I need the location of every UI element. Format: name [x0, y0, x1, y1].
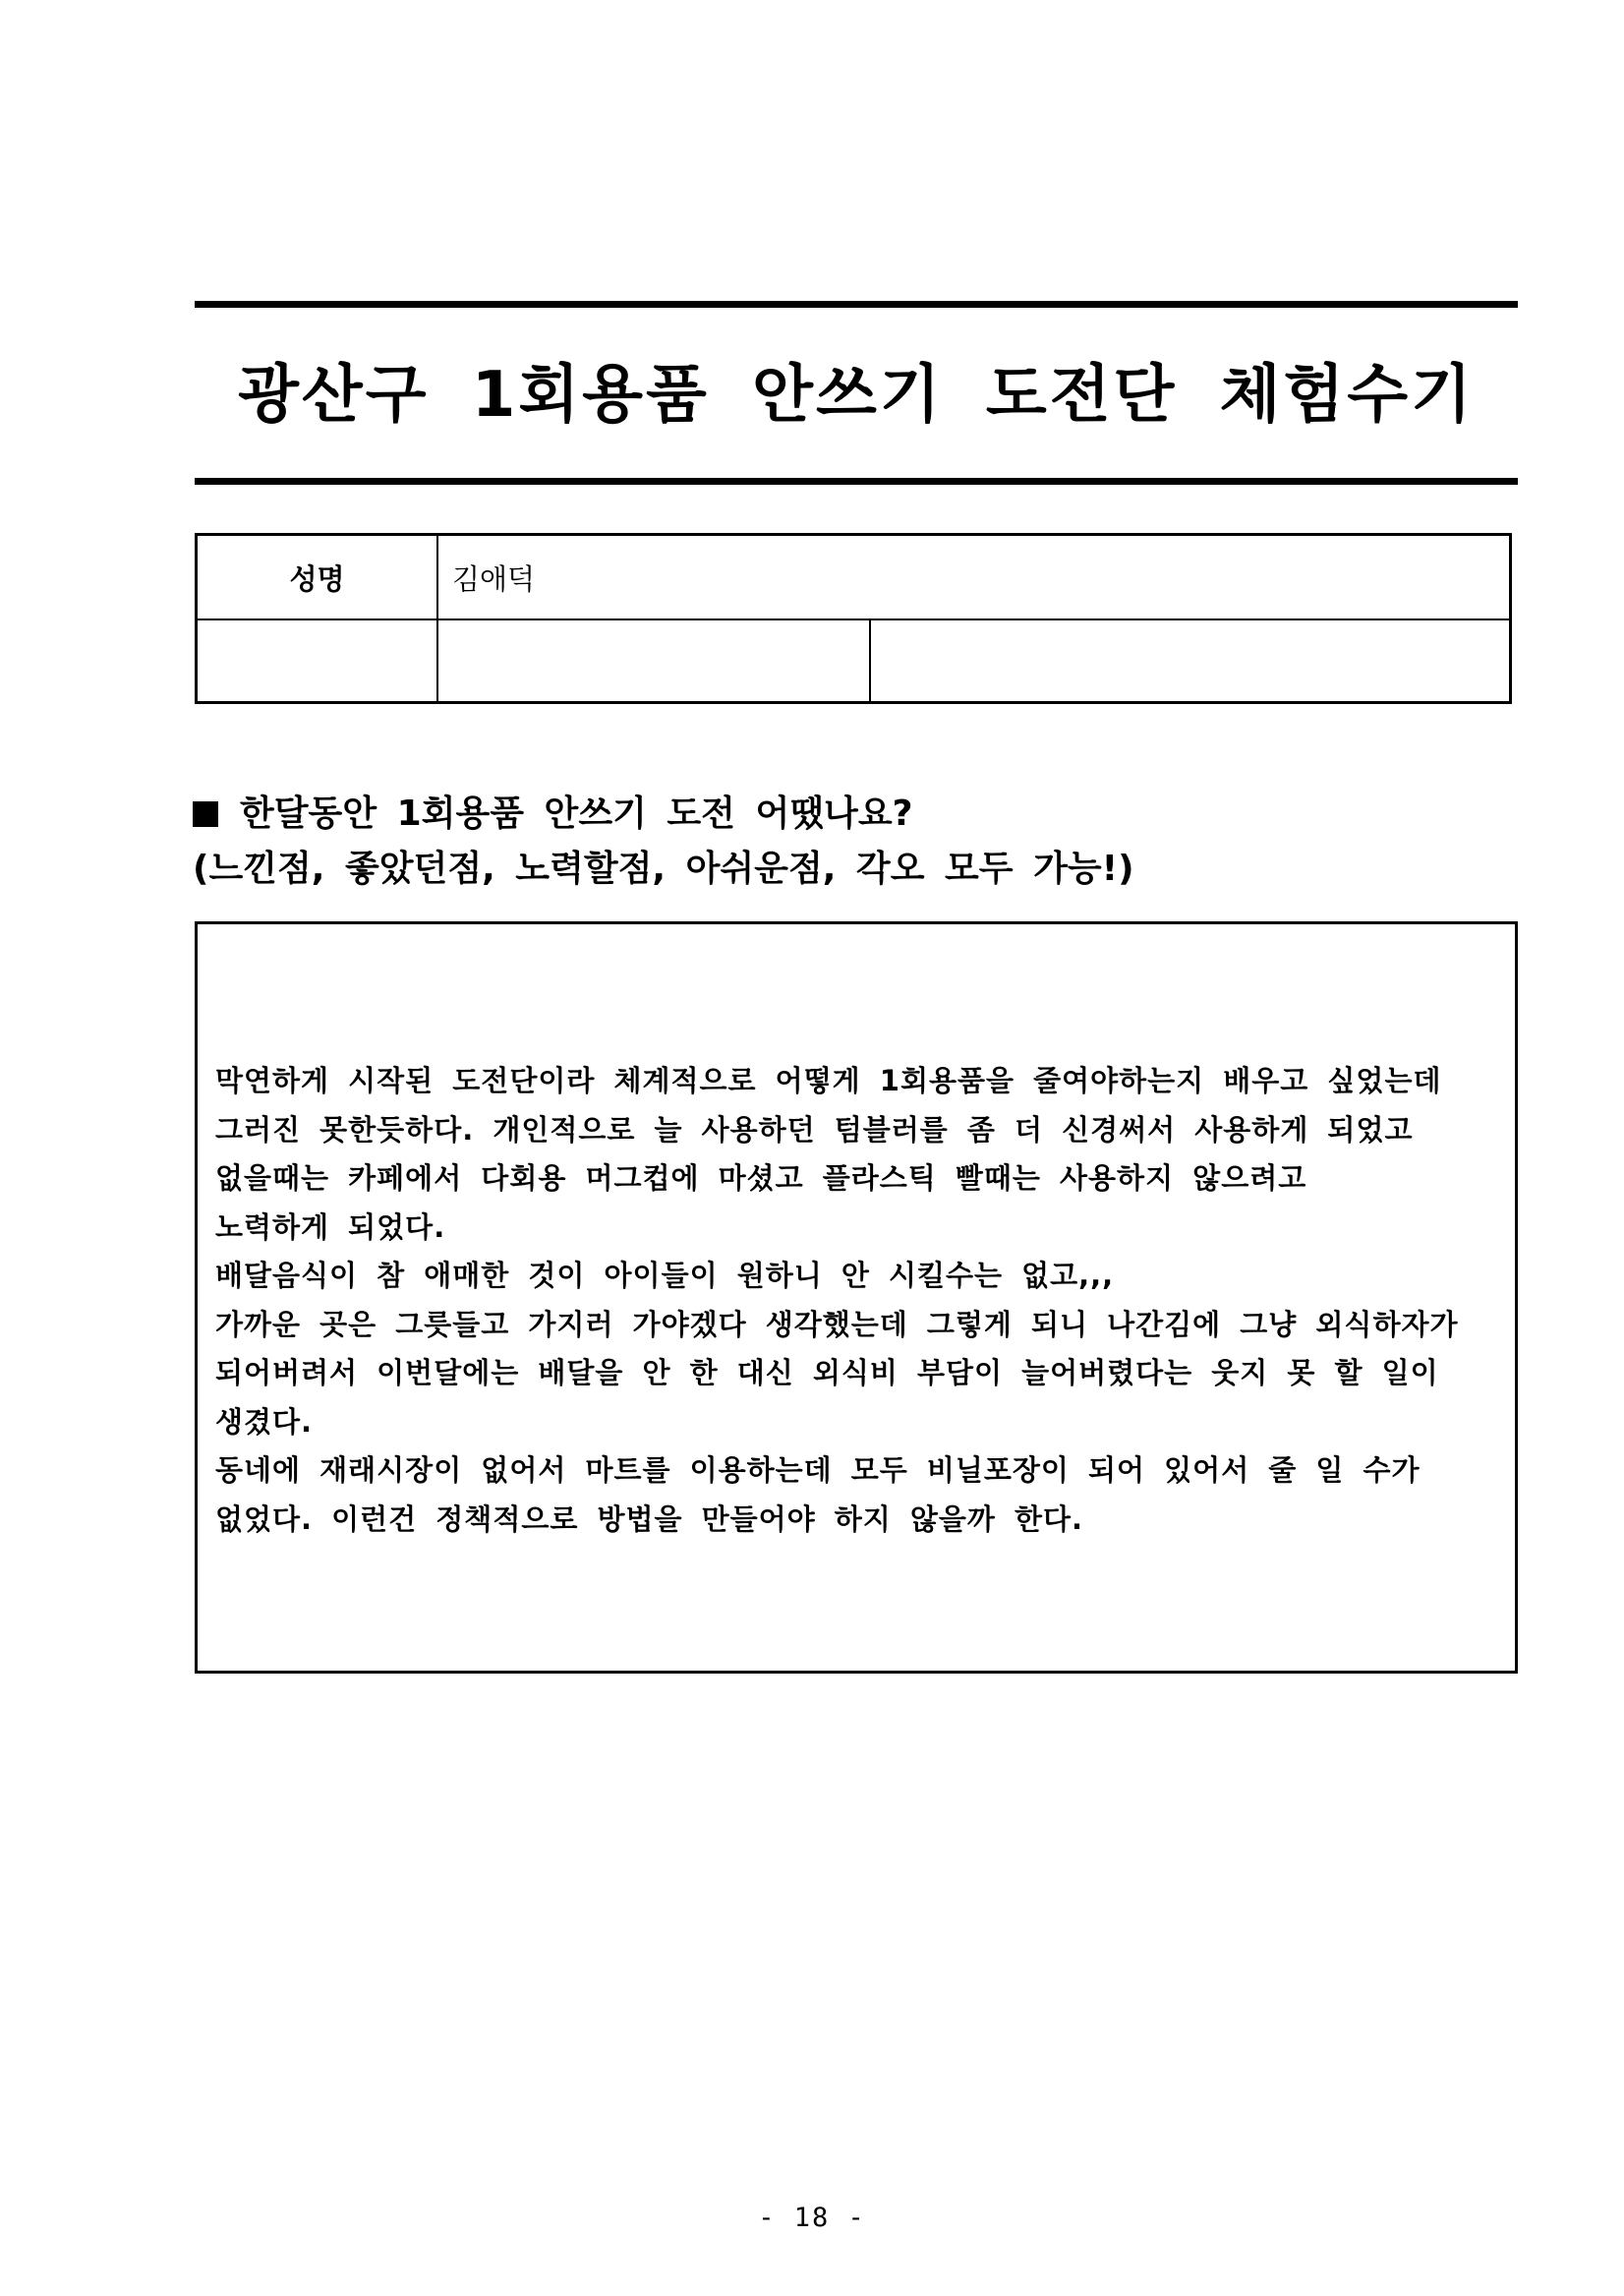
answer-box — [195, 921, 1518, 1674]
page-number: - 18 - — [758, 2203, 866, 2233]
document-title: 광산구 1회용품 안쓰기 도전단 체험수기 — [238, 359, 1475, 432]
name-value-cell — [438, 536, 1509, 620]
answer-line: 생겼다. — [215, 1404, 314, 1439]
answer-line: 되어버려서 이번달에는 배달을 안 한 대신 외식비 부담이 늘어버렸다는 웃지 못 할 일이 — [215, 1356, 1439, 1389]
title-bottom-rule — [195, 478, 1518, 485]
answer-line: 동네에 재래시장이 없어서 마트를 이용하는데 모두 비닐포장이 되어 있어서 줄 일 수가 — [215, 1453, 1421, 1487]
empty-cell — [438, 620, 871, 701]
answer-line: 그러진 못한듯하다. 개인적으로 늘 사용하던 텀블러를 좀 더 신경써서 사용하게 되었고 — [215, 1112, 1414, 1147]
answer-line: 노력하게 되었다. — [215, 1209, 446, 1244]
name-label: 성명 — [289, 561, 345, 596]
question-line-2: (느낀점, 좋았던점, 노력할점, 아쉬운점, 각오 모두 가능!) — [193, 849, 1134, 889]
question-heading — [193, 787, 1516, 897]
answer-line: 배달음식이 참 애매한 것이 아이들이 원하니 안 시킬수는 없고,,, — [215, 1259, 1115, 1292]
square-bullet-icon — [193, 801, 218, 827]
answer-text — [215, 1057, 1503, 1544]
empty-cell — [871, 620, 1509, 701]
name-label-cell — [198, 536, 438, 620]
empty-cell — [198, 620, 438, 701]
answer-line: 없을때는 카페에서 다회용 머그컵에 마셨고 플라스틱 빨때는 사용하지 않으려고 — [215, 1161, 1307, 1195]
answer-line: 없었다. 이런건 정책적으로 방법을 만들어야 하지 않을까 한다. — [215, 1501, 1084, 1536]
name-value: 김애덕 — [452, 561, 536, 596]
info-table — [195, 533, 1512, 704]
question-line-1 — [193, 787, 1516, 842]
title-top-rule — [195, 301, 1518, 308]
answer-line: 막연하게 시작된 도전단이라 체계적으로 어떻게 1회용품을 줄여야하는지 배우고 싶었는데 — [215, 1064, 1442, 1097]
question-text: 한달동안 1회용품 안쓰기 도전 어땠나요? — [240, 794, 913, 834]
answer-line: 가까운 곳은 그릇들고 가지러 가야겠다 생각했는데 그렇게 되니 나간김에 그냥 외식하자가 — [215, 1307, 1459, 1341]
